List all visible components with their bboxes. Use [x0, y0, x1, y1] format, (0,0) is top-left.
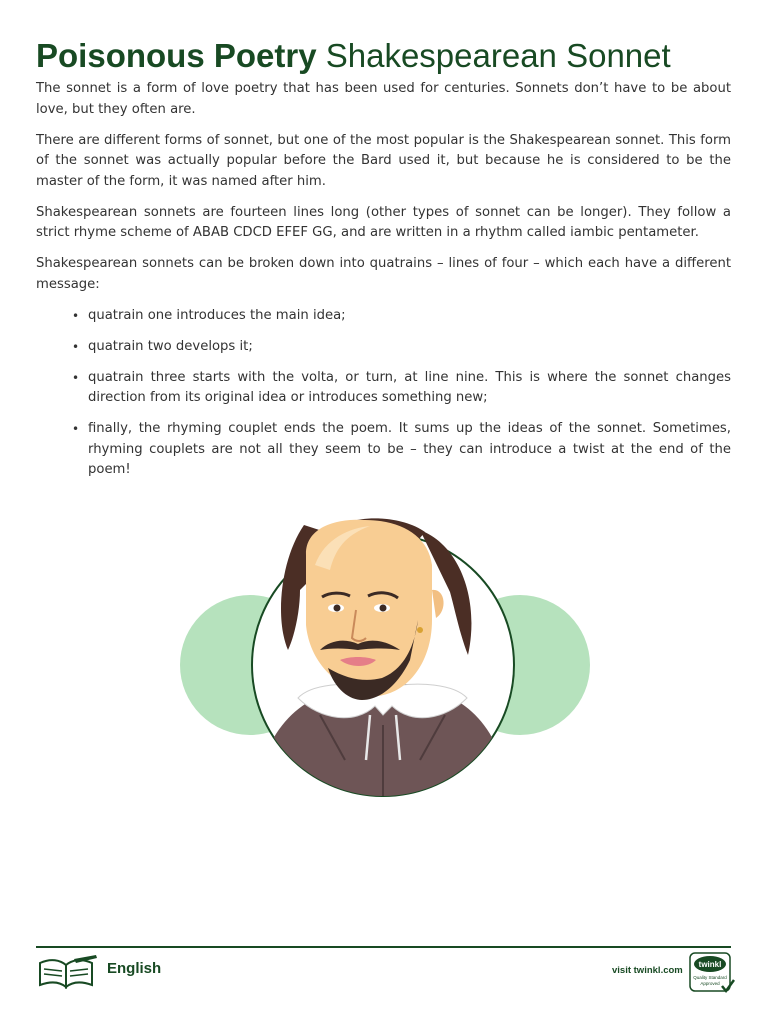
book-icon [36, 953, 98, 989]
list-item [72, 419, 731, 481]
list-item [72, 368, 731, 409]
bullet-icon: • [72, 339, 80, 354]
title-light: Shakespearean Sonnet [325, 37, 671, 74]
badge-line2: Approved [700, 981, 720, 986]
title-bold: Poisonous Poetry [36, 37, 317, 74]
badge-brand: twinkl [698, 960, 722, 969]
bullet-icon: • [72, 370, 80, 385]
footer-subject: English [107, 960, 162, 977]
twinkl-quality-badge-icon [689, 952, 735, 994]
list-item-text: finally, the rhyming couplet ends the poem. It sums up the ideas of the sonnet. Sometimes, rhyming couplets are not all they seem to be – they can introduce a twist at the end of the poem! [88, 421, 731, 477]
footer-visit-link[interactable]: visit twinkl.com [612, 965, 683, 976]
paragraph-structure: Shakespearean sonnets are fourteen lines long (other types of sonnet can be longer). They follow a strict rhyme scheme of ABAB CDCD EFEF GG, and are written in a rhythm called iambic pentameter. [36, 204, 731, 240]
badge-line1: Quality Standard [693, 975, 727, 980]
list-item-text: quatrain one introduces the main idea; [88, 307, 346, 323]
article-body [36, 79, 731, 491]
paragraph-quatrains: Shakespearean sonnets can be broken down into quatrains – lines of four – which each have a different message: [36, 256, 731, 292]
footer-divider [36, 946, 731, 948]
list-item-text: quatrain two develops it; [88, 338, 253, 354]
list-item [72, 337, 731, 358]
paragraph-intro: The sonnet is a form of love poetry that has been used for centuries. Sonnets don’t have to be about love, but they often are. [36, 81, 731, 117]
paragraph-forms: There are different forms of sonnet, but one of the most popular is the Shakespearean sonnet. This form of the sonnet was actually popular before the Bard used it, but because he is considered to be the master of the form, it was named after him. [36, 132, 731, 189]
bullet-icon: • [72, 422, 80, 436]
quatrain-list [36, 306, 731, 481]
shakespeare-portrait-icon [170, 510, 600, 800]
page-title [36, 34, 671, 78]
list-item-text: quatrain three starts with the volta, or turn, at line nine. This is where the sonnet changes direction from its original idea or introduces something new; [88, 369, 731, 405]
list-item [72, 306, 731, 327]
bullet-icon: • [72, 308, 80, 323]
